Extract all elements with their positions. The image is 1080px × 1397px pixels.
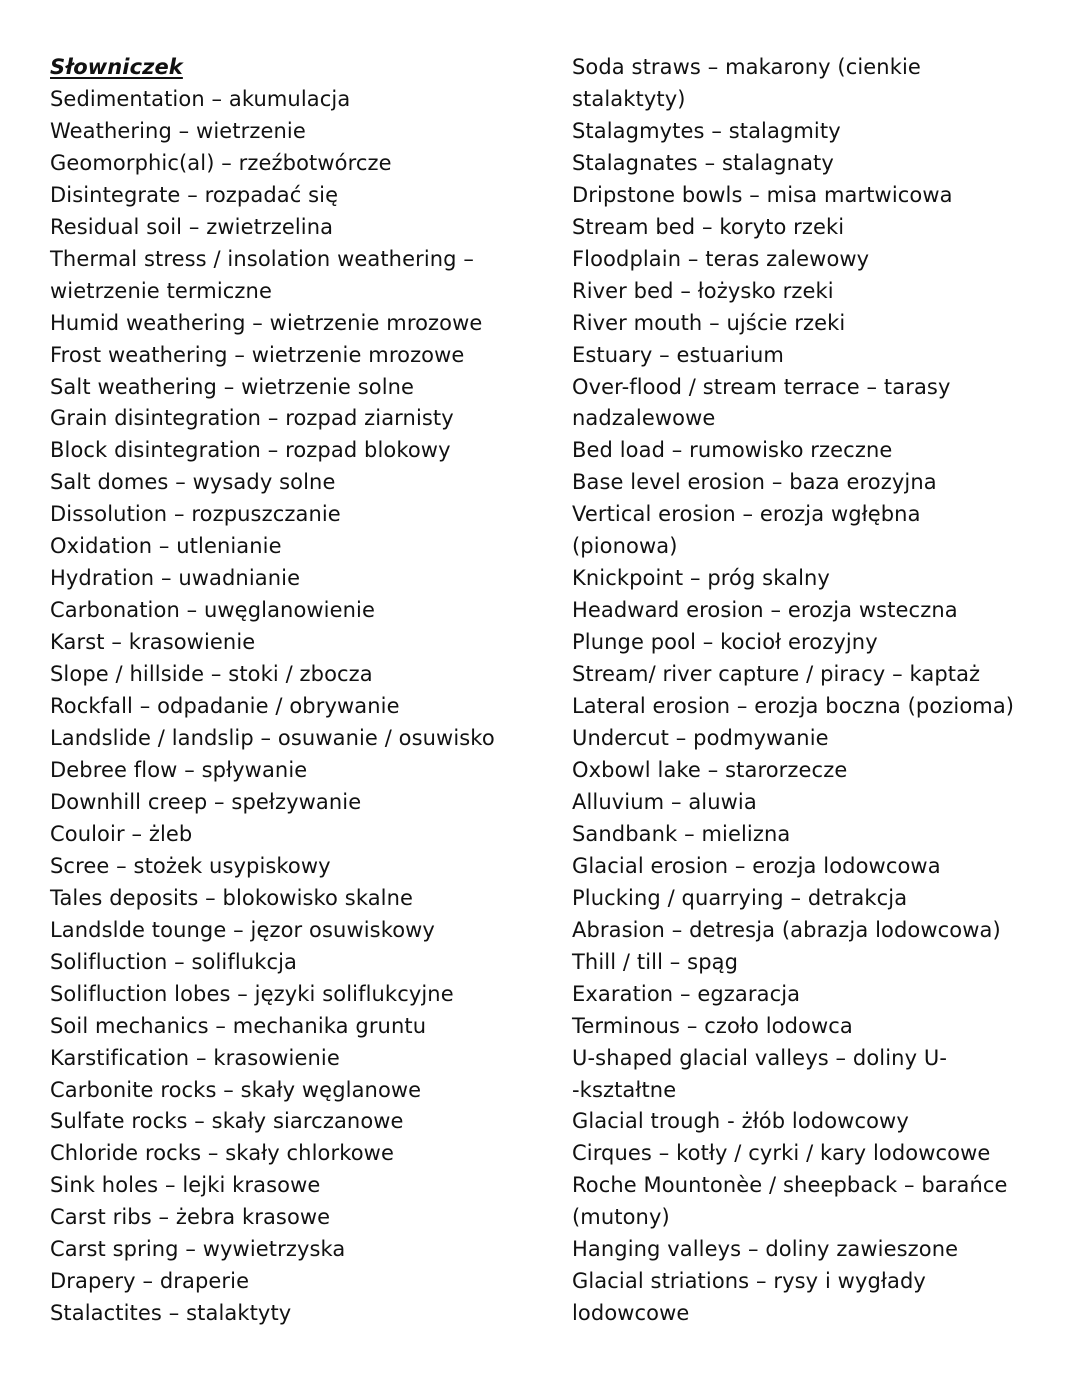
glossary-line: Solifluction – soliflukcja [50,949,298,974]
glossary-line: Landslide / landslip – osuwanie / osuwisko [50,726,495,751]
glossary-line: Glacial striations – rysy i wygłady [572,1269,926,1294]
glossary-line: River bed – łożysko rzeki [572,278,834,303]
glossary-line: Bed load – rumowisko rzeczne [572,438,893,463]
glossary-line: Carbonite rocks – skały węglanowe [50,1077,422,1102]
glossary-line: Salt domes – wysady solne [50,470,336,495]
glossary-line: Stalagmytes – stalagmity [572,118,841,143]
glossary-line: Thermal stress / insolation weathering – [50,246,474,271]
glossary-line: U-shaped glacial valleys – doliny U- [572,1045,948,1070]
glossary-line: Cirques – kotły / cyrki / kary lodowcowe [572,1141,991,1166]
glossary-line: stalaktyty) [572,86,686,111]
glossary-line: Terminous – czoło lodowca [572,1013,853,1038]
glossary-right-column [572,52,1042,1330]
glossary-line: Soda straws – makarony (cienkie [572,55,921,79]
glossary-line: Tales deposits – blokowisko skalne [50,885,414,910]
glossary-line: Drapery – draperie [50,1269,250,1294]
glossary-line: Roche Mountonèe / sheepback – barańce [572,1173,1008,1198]
glossary-line: (pionowa) [572,534,678,559]
glossary-line: Plunge pool – kocioł erozyjny [572,630,878,655]
glossary-line: Lateral erosion – erozja boczna (pozioma) [572,694,1015,719]
glossary-line: Geomorphic(al) – rzeźbotwórcze [50,150,392,175]
glossary-line: Headward erosion – erozja wsteczna [572,598,958,623]
glossary-line: Sandbank – mielizna [572,821,791,846]
glossary-line: Stream bed – koryto rzeki [572,214,845,239]
glossary-line: Slope / hillside – stoki / zbocza [50,662,373,687]
glossary-line: Weathering – wietrzenie [50,118,306,143]
glossary-line: Sulfate rocks – skały siarczanowe [50,1109,404,1134]
glossary-line: Stalactites – stalaktyty [50,1301,292,1326]
glossary-line: Exaration – egzaracja [572,981,801,1006]
glossary-line: Stream/ river capture / piracy – kaptaż [572,662,981,687]
glossary-line: Grain disintegration – rozpad ziarnisty [50,406,454,431]
glossary-line: Karst – krasowienie [50,630,256,655]
glossary-line: Abrasion – detresja (abrazja lodowcowa) [572,917,1001,942]
glossary-line: Estuary – estuarium [572,342,784,367]
glossary-line: Carst spring – wywietrzyska [50,1237,346,1262]
glossary-line: Salt weathering – wietrzenie solne [50,374,415,399]
glossary-line: wietrzenie termiczne [50,278,272,303]
glossary-line: Glacial trough - żłób lodowcowy [572,1109,909,1134]
glossary-line: Carst ribs – żebra krasowe [50,1205,331,1230]
glossary-line: Undercut – podmywanie [572,726,829,751]
glossary-line: Residual soil – zwietrzelina [50,214,334,239]
glossary-line: Over-flood / stream terrace – tarasy [572,374,951,399]
glossary-line: nadzalewowe [572,406,716,431]
glossary-left-column [50,52,550,1330]
glossary-line: Stalagnates – stalagnaty [572,150,834,175]
glossary-line: Landslde tounge – jęzor osuwiskowy [50,917,435,942]
glossary-line: Vertical erosion – erozja wgłębna [572,502,921,527]
glossary-line: Karstification – krasowienie [50,1045,340,1070]
glossary-line: Oxidation – utlenianie [50,534,282,559]
glossary-line: Block disintegration – rozpad blokowy [50,438,451,463]
glossary-line: Base level erosion – baza erozyjna [572,470,937,495]
glossary-line: Disintegrate – rozpadać się [50,182,339,207]
glossary-line: Couloir – żleb [50,821,193,846]
glossary-line: Scree – stożek usypiskowy [50,853,331,878]
glossary-line: Thill / till – spąg [572,949,739,974]
glossary-line: Downhill creep – spełzywanie [50,789,362,814]
glossary-line: Carbonation – uwęglanowienie [50,598,375,623]
glossary-line: Hydration – uwadnianie [50,566,301,591]
glossary-line: Alluvium – aluwia [572,789,757,814]
glossary-line: -kształtne [572,1077,677,1102]
glossary-line: Hanging valleys – doliny zawieszone [572,1237,959,1262]
glossary-line: Floodplain – teras zalewowy [572,246,870,271]
glossary-line: (mutony) [572,1205,670,1230]
glossary-line: Chloride rocks – skały chlorkowe [50,1141,394,1166]
glossary-line: Solifluction lobes – języki soliflukcyjne [50,981,454,1006]
glossary-line: Rockfall – odpadanie / obrywanie [50,694,400,719]
glossary-line: Oxbowl lake – starorzecze [572,757,848,782]
glossary-title: Słowniczek [50,55,183,79]
glossary-line: Humid weathering – wietrzenie mrozowe [50,310,483,335]
glossary-line: Debree flow – spływanie [50,757,308,782]
glossary-line: Plucking / quarrying – detrakcja [572,885,908,910]
glossary-line: Dripstone bowls – misa martwicowa [572,182,953,207]
glossary-line: lodowcowe [572,1301,690,1326]
glossary-line: Sedimentation – akumulacja [50,86,351,111]
glossary-line: Soil mechanics – mechanika gruntu [50,1013,427,1038]
glossary-line: Glacial erosion – erozja lodowcowa [572,853,941,878]
glossary-line: Frost weathering – wietrzenie mrozowe [50,342,465,367]
glossary-line: Sink holes – lejki krasowe [50,1173,321,1198]
glossary-line: Dissolution – rozpuszczanie [50,502,341,527]
glossary-line: River mouth – ujście rzeki [572,310,846,335]
glossary-line: Knickpoint – próg skalny [572,566,830,591]
